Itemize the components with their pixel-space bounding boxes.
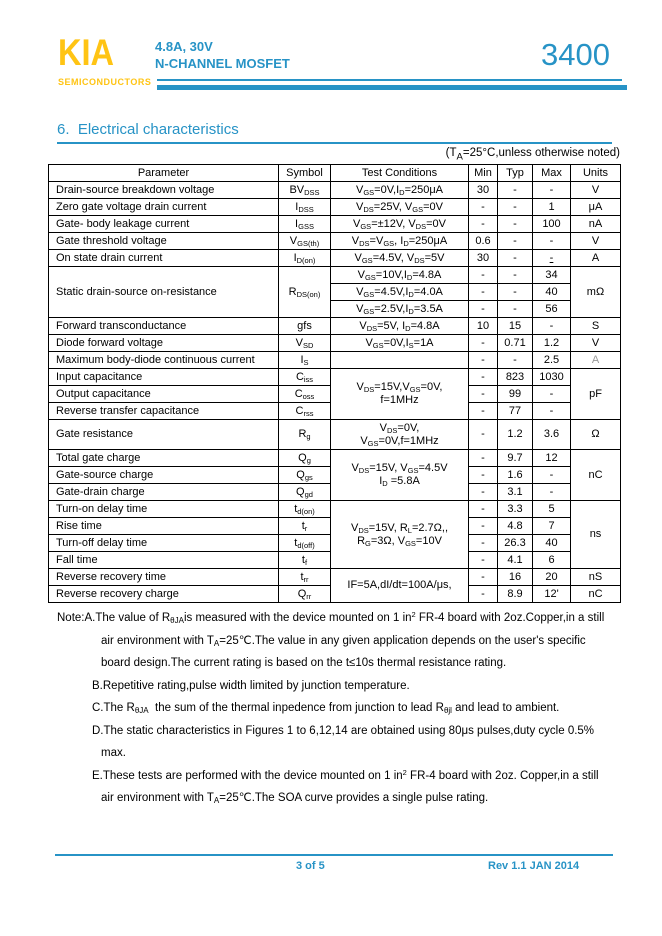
table-cell: $t_{d(off)}$ <box>279 535 331 552</box>
table-row <box>49 450 621 467</box>
table-cell: nA <box>571 216 621 233</box>
table-cell: $V_{GS}=\pm 12V$, $V_{DS}=0V$ <box>331 216 469 233</box>
table-cell: 20 <box>533 569 571 586</box>
table-header-row <box>49 165 621 182</box>
table-cell: - <box>533 233 571 250</box>
table-cell: 99 <box>498 386 533 403</box>
column-header: Units <box>571 165 621 182</box>
table-cell: $t_r$ <box>279 518 331 535</box>
table-cell: - <box>469 301 498 318</box>
table-cell: Gate- body leakage current <box>49 216 279 233</box>
table-cell: - <box>533 484 571 501</box>
table-cell: - <box>469 484 498 501</box>
table-cell: 1.2 <box>498 420 533 450</box>
table-cell: $I_S$ <box>279 352 331 369</box>
note-line: C.The $R_{\theta JA}$ the sum of the thermal inpedence from junction to lead $R_{\theta jl}$ and lead to ambient. <box>92 702 560 715</box>
table-cell: - <box>533 386 571 403</box>
column-header: Min <box>469 165 498 182</box>
table-cell: μA <box>571 199 621 216</box>
table-cell: 4.8 <box>498 518 533 535</box>
table-cell: 34 <box>533 267 571 284</box>
table-cell: Reverse transfer capacitance <box>49 403 279 420</box>
table-row <box>49 420 621 450</box>
table-cell: 7 <box>533 518 571 535</box>
table-row <box>49 335 621 352</box>
table-cell: 15 <box>498 318 533 335</box>
table-cell: $t_{rr}$ <box>279 569 331 586</box>
table-row <box>49 233 621 250</box>
table-cell: 1.6 <box>498 467 533 484</box>
note-line: air environment with $T_A=25℃.The$ SOA curve provides a single pulse rating. <box>101 792 489 805</box>
note-line: Note:A.The value of $R_{\theta JA}is$ measured with the device mounted on 1 $in^2$ FR-4 board with 2oz.Copper,in a still <box>57 610 605 625</box>
section-title: 6. Electrical characteristics <box>57 121 612 144</box>
table-cell: $V_{DS}=15V,V_{GS}=0V$, f=1MHz <box>331 369 469 420</box>
table-cell: 8.9 <box>498 586 533 603</box>
table-cell: 40 <box>533 284 571 301</box>
table-cell: $C_{oss}$ <box>279 386 331 403</box>
table-cell: 823 <box>498 369 533 386</box>
table-cell: $V_{DS}=15V$, $V_{GS}=4.5V$ $I_D =5.8A$ <box>331 450 469 501</box>
condition-note: ($T_A=25^\circ C,unless$ otherwise noted) <box>445 147 620 163</box>
table-cell: $C_{iss}$ <box>279 369 331 386</box>
table-cell: - <box>469 586 498 603</box>
table-row <box>49 369 621 386</box>
table-cell: - <box>498 199 533 216</box>
table-cell: $V_{GS}=10V,I_D=4.8A$ <box>331 267 469 284</box>
table-cell: - <box>498 233 533 250</box>
table-row <box>49 216 621 233</box>
table-cell: $V_{GS}=0V,I_S=1A$ <box>331 335 469 352</box>
table-cell: $R_g$ <box>279 420 331 450</box>
table-row <box>49 199 621 216</box>
table-cell: - <box>469 535 498 552</box>
table-cell: - <box>469 216 498 233</box>
table-cell: V <box>571 335 621 352</box>
table-cell: nC <box>571 586 621 603</box>
table-cell: 0.6 <box>469 233 498 250</box>
brand-logo <box>58 33 151 87</box>
table-cell: Output capacitance <box>49 386 279 403</box>
table-cell: Total gate charge <box>49 450 279 467</box>
table-cell: 10 <box>469 318 498 335</box>
column-header: Typ <box>498 165 533 182</box>
table-cell: - <box>533 250 571 267</box>
table-cell: Gate-source charge <box>49 467 279 484</box>
table-cell: - <box>498 284 533 301</box>
table-cell: 56 <box>533 301 571 318</box>
table-cell: Static drain-source on-resistance <box>49 267 279 318</box>
table-cell: V <box>571 182 621 199</box>
device-rating: 4.8A, 30V <box>155 39 213 54</box>
table-cell: 2.5 <box>533 352 571 369</box>
table-cell: $C_{rss}$ <box>279 403 331 420</box>
electrical-characteristics-table <box>48 164 621 603</box>
table-cell: $I_{D(on)}$ <box>279 250 331 267</box>
table-cell: Turn-on delay time <box>49 501 279 518</box>
table-cell: $V_{GS}=4.5V,I_D=4.0A$ <box>331 284 469 301</box>
table-cell: Fall time <box>49 552 279 569</box>
table-cell: $BV_{DSS}$ <box>279 182 331 199</box>
table-cell: - <box>498 352 533 369</box>
note-line: air environment with $T_A=25℃.The$ value in any given application depends on the user's specific <box>101 634 586 648</box>
table-cell: A <box>571 352 621 369</box>
table-cell: 12 <box>533 450 571 467</box>
table-cell <box>331 352 469 369</box>
table-cell: $V_{SD}$ <box>279 335 331 352</box>
table-cell: - <box>469 569 498 586</box>
table-cell: Drain-source breakdown voltage <box>49 182 279 199</box>
table-cell: - <box>469 420 498 450</box>
table-cell: Gate resistance <box>49 420 279 450</box>
brand-logo-subtext: SEMICONDUCTORS <box>58 77 152 87</box>
table-cell: $Q_g$ <box>279 450 331 467</box>
table-cell: - <box>469 284 498 301</box>
table-cell: 77 <box>498 403 533 420</box>
table-cell: - <box>469 199 498 216</box>
note-line: E.These tests are performed with the device mounted on 1 $in^2$ FR-4 board with 2oz. Copper,in a still <box>92 767 599 782</box>
table-cell: Diode forward voltage <box>49 335 279 352</box>
table-cell: $V_{GS}=0V,I_D=250\mu A$ <box>331 182 469 199</box>
table-cell: $I_{DSS}$ <box>279 199 331 216</box>
table-row <box>49 501 621 518</box>
table-cell: 40 <box>533 535 571 552</box>
table-cell: 0.71 <box>498 335 533 352</box>
table-cell: Forward transconductance <box>49 318 279 335</box>
table-cell: - <box>469 518 498 535</box>
table-cell: - <box>469 450 498 467</box>
table-cell: ns <box>571 501 621 569</box>
part-number: 3400 <box>541 37 610 72</box>
note-line: max. <box>101 747 126 759</box>
table-cell: - <box>469 267 498 284</box>
table-cell: Reverse recovery time <box>49 569 279 586</box>
table-cell: 3.6 <box>533 420 571 450</box>
brand-logo-text: KIA <box>58 32 115 73</box>
footer-revision: Rev 1.1 JAN 2014 <box>488 860 580 872</box>
table-cell: $t_{d(on)}$ <box>279 501 331 518</box>
table-cell: $V_{DS}=5V$, $I_D=4.8A$ <box>331 318 469 335</box>
note-line: B.Repetitive rating,pulse width limited by junction temperature. <box>92 679 410 692</box>
table-cell: pF <box>571 369 621 420</box>
table-cell: - <box>469 386 498 403</box>
table-cell: - <box>498 182 533 199</box>
table-cell: 1030 <box>533 369 571 386</box>
table-cell: 16 <box>498 569 533 586</box>
table-cell: $V_{DS}=0V$, $V_{GS}=0V,f=1MHz$ <box>331 420 469 450</box>
table-cell: 1.2 <box>533 335 571 352</box>
table-cell: 3.3 <box>498 501 533 518</box>
table-cell: Turn-off delay time <box>49 535 279 552</box>
table-cell: 4.1 <box>498 552 533 569</box>
table-row <box>49 182 621 199</box>
note-line: D.The static characteristics in Figures 1 to 6,12,14 are obtained using 80μs pulses,duty cycle 0.5% <box>92 724 595 737</box>
table-cell: $V_{DS}=15V$, $R_L=2.7\Omega$,, $R_G=3\Omega$, $V_{GS}=10V$ <box>331 501 469 569</box>
table-cell: $V_{GS}=2.5V,I_D=3.5A$ <box>331 301 469 318</box>
column-header: Max <box>533 165 571 182</box>
table-cell: 12' <box>533 586 571 603</box>
table-cell: 6 <box>533 552 571 569</box>
table-cell: V <box>571 233 621 250</box>
table-cell: nS <box>571 569 621 586</box>
table-cell: 100 <box>533 216 571 233</box>
table-cell: - <box>469 467 498 484</box>
table-cell: Input capacitance <box>49 369 279 386</box>
table-cell: Maximum body-diode continuous current <box>49 352 279 369</box>
table-cell: Gate-drain charge <box>49 484 279 501</box>
table-cell: - <box>469 352 498 369</box>
table-cell: - <box>533 403 571 420</box>
table-cell: S <box>571 318 621 335</box>
table-cell: 3.1 <box>498 484 533 501</box>
table-cell: $R_{DS(on)}$ <box>279 267 331 318</box>
table-cell: - <box>469 552 498 569</box>
table-row <box>49 352 621 369</box>
table-cell: $Q_{gd}$ <box>279 484 331 501</box>
table-cell: $Q_{rr}$ <box>279 586 331 603</box>
table-cell: $t_f$ <box>279 552 331 569</box>
table-cell: - <box>533 318 571 335</box>
table-cell: - <box>498 250 533 267</box>
table-cell: Reverse recovery charge <box>49 586 279 603</box>
table-cell: - <box>498 301 533 318</box>
table-cell: nC <box>571 450 621 501</box>
table-cell: gfs <box>279 318 331 335</box>
column-header: Test Conditions <box>331 165 469 182</box>
table-cell: 9.7 <box>498 450 533 467</box>
table-cell: $Q_{gs}$ <box>279 467 331 484</box>
header-rule-thick <box>157 85 627 90</box>
table-cell: - <box>469 369 498 386</box>
table-cell: Ω <box>571 420 621 450</box>
table-cell: Rise time <box>49 518 279 535</box>
device-type: N-CHANNEL MOSFET <box>155 56 290 71</box>
table-cell: $V_{DS}=25V$, $V_{GS}=0V$ <box>331 199 469 216</box>
table-row <box>49 267 621 284</box>
table-cell: 30 <box>469 250 498 267</box>
table-cell: $I_{GSS}$ <box>279 216 331 233</box>
table-cell: 5 <box>533 501 571 518</box>
table-cell: A <box>571 250 621 267</box>
table-cell: Zero gate voltage drain current <box>49 199 279 216</box>
footer-rule <box>55 854 613 856</box>
table-row <box>49 250 621 267</box>
table-cell: - <box>533 467 571 484</box>
column-header: Symbol <box>279 165 331 182</box>
table-row <box>49 569 621 586</box>
table-cell: $V_{GS}=4.5V$, $V_{DS}=5V$ <box>331 250 469 267</box>
table-cell: Gate threshold voltage <box>49 233 279 250</box>
note-line: board design.The current rating is based on the t≤10s thermal resistance rating. <box>101 657 507 669</box>
footer-page-number: 3 of 5 <box>296 860 325 872</box>
table-cell: 1 <box>533 199 571 216</box>
table-cell: - <box>469 403 498 420</box>
device-summary <box>155 38 290 72</box>
table-body <box>49 182 621 603</box>
table-cell: - <box>498 267 533 284</box>
table-cell: mΩ <box>571 267 621 318</box>
column-header: Parameter <box>49 165 279 182</box>
table-cell: IF=5A,dI/dt=100A/μs, <box>331 569 469 603</box>
table-cell: - <box>469 335 498 352</box>
table-row <box>49 318 621 335</box>
table-cell: 26.3 <box>498 535 533 552</box>
notes-section <box>57 607 625 810</box>
table-cell: - <box>533 182 571 199</box>
table-cell: 30 <box>469 182 498 199</box>
header-rule-thin <box>157 79 622 81</box>
table-cell: - <box>498 216 533 233</box>
table-cell: $V_{GS(th)}$ <box>279 233 331 250</box>
table-cell: - <box>469 501 498 518</box>
table-cell: On state drain current <box>49 250 279 267</box>
table-cell: $V_{DS}=V_{GS}$, $I_D=250\mu A$ <box>331 233 469 250</box>
